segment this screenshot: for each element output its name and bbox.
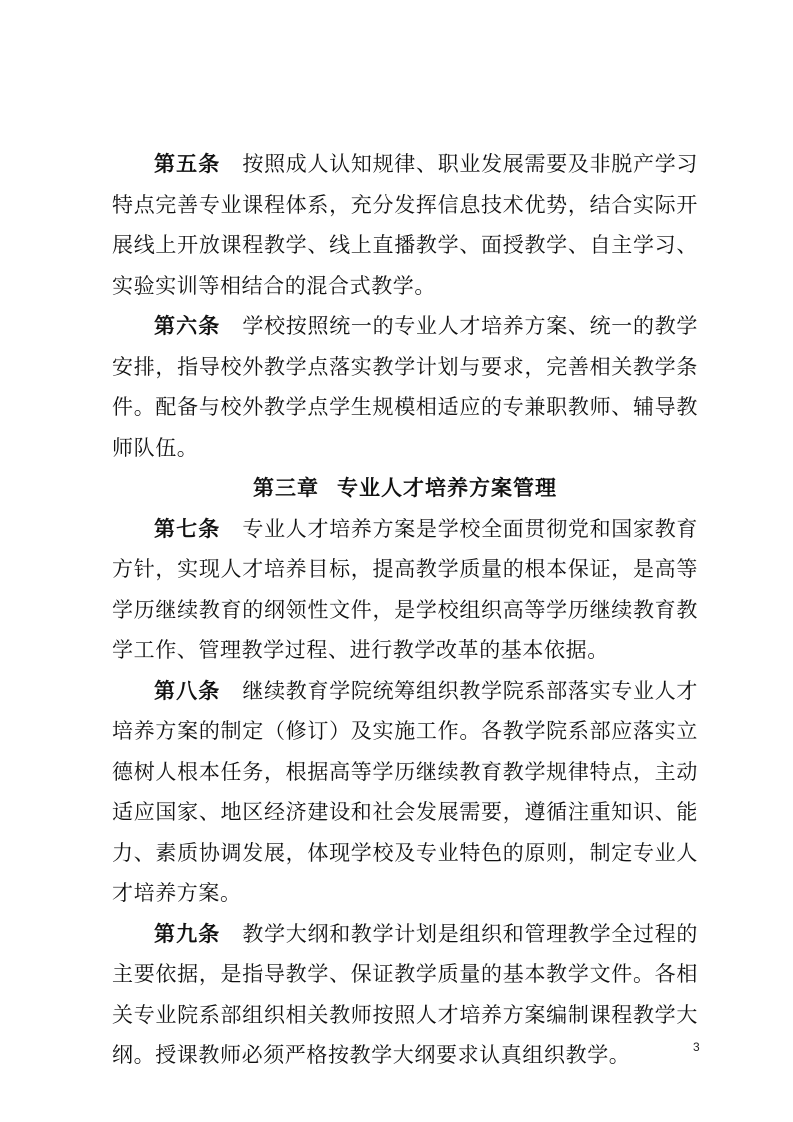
article-9 [112, 914, 698, 1076]
article-9-label: 第九条 [154, 921, 221, 946]
page-number: 3 [693, 1040, 700, 1054]
document-body [112, 144, 698, 1076]
article-7 [112, 509, 698, 671]
chapter-heading [112, 468, 698, 509]
article-6 [112, 306, 698, 468]
article-6-text: 学校按照统一的专业人才培养方案、统一的教学安排，指导校外教学点落实教学计划与要求，完善相关教学条件。配备与校外教学点学生规模相适应的专兼职教师、辅导教师队伍。 [112, 314, 699, 460]
article-5 [112, 144, 698, 306]
article-7-text: 专业人才培养方案是学校全面贯彻党和国家教育方针，实现人才培养目标，提高教学质量的根本保证，是高等学历继续教育的纲领性文件，是学校组织高等学历继续教育教学工作、管理教学过程、进行教学改革的基本依据。 [112, 516, 699, 662]
article-8-text: 继续教育学院统筹组织教学院系部落实专业人才培养方案的制定（修订）及实施工作。各教学院系部应落实立德树人根本任务，根据高等学历继续教育教学规律特点，主动适应国家、地区经济建设和社会发展需要，遵循注重知识、能力、素质协调发展，体现学校及专业特色的原则，制定专业人才培养方案。 [112, 678, 699, 905]
article-6-label: 第六条 [154, 314, 221, 338]
chapter-number: 第三章 [253, 476, 319, 500]
article-5-label: 第五条 [154, 152, 221, 176]
article-8 [112, 671, 698, 914]
article-9-text: 教学大纲和教学计划是组织和管理教学全过程的主要依据，是指导教学、保证教学质量的基本教学文件。各相关专业院系部组织相关教师按照人才培养方案编制课程教学大纲。授课教师必须严格按教学大纲要求认真组织教学。 [112, 921, 699, 1067]
chapter-title: 专业人才培养方案管理 [337, 476, 557, 500]
article-8-label: 第八条 [154, 678, 221, 703]
article-7-label: 第七条 [154, 516, 221, 541]
article-5-text: 按照成人认知规律、职业发展需要及非脱产学习特点完善专业课程体系，充分发挥信息技术优势，结合实际开展线上开放课程教学、线上直播教学、面授教学、自主学习、实验实训等相结合的混合式教学。 [112, 152, 699, 298]
